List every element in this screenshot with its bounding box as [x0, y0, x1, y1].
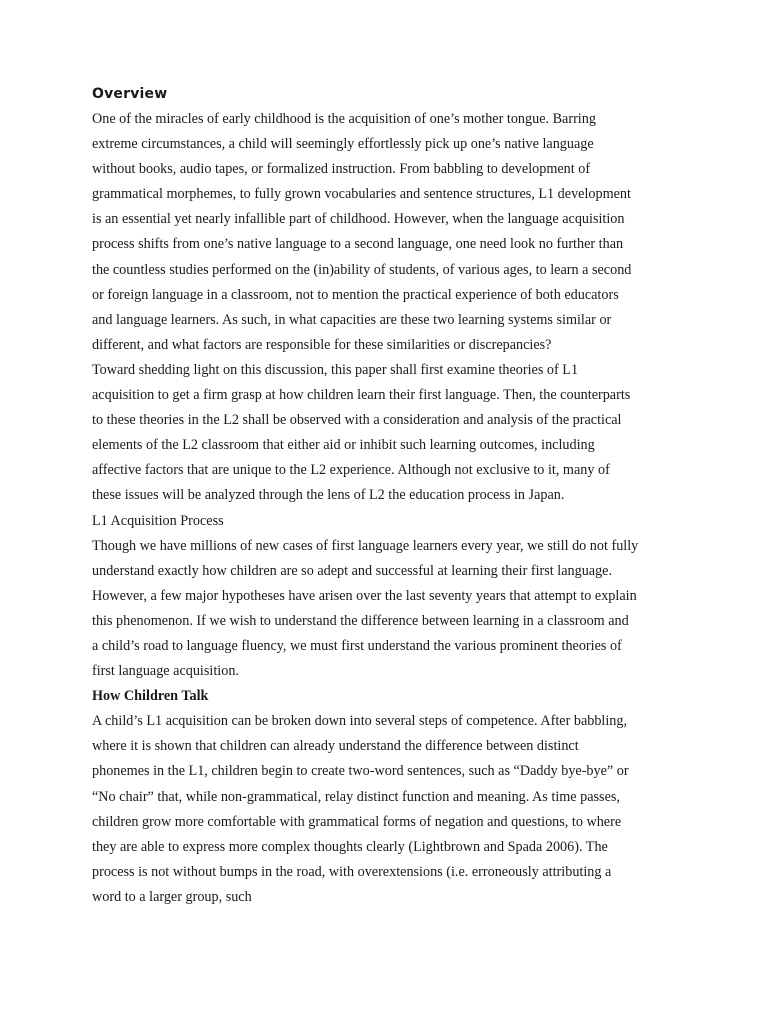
text-line: and language learners. As such, in what capacities are these two learning systems similar or	[92, 311, 612, 328]
text-line: A child’s L1 acquisition can be broken down into several steps of competence. After babbling,	[92, 713, 628, 730]
text-line: without books, audio tapes, or formalized instruction. From babbling to development of	[92, 161, 591, 178]
paragraph-children	[92, 709, 698, 910]
text-line: children grow more comfortable with grammatical forms of negation and questions, to where	[92, 813, 622, 830]
heading-l1-acquisition: L1 Acquisition Process	[92, 512, 224, 529]
text-line: Though we have millions of new cases of first language learners every year, we still do not fully	[92, 537, 639, 554]
text-line: Toward shedding light on this discussion, this paper shall first examine theories of L1	[92, 361, 579, 378]
text-line: a child’s road to language fluency, we must first understand the various prominent theories of	[92, 637, 622, 654]
text-line: acquisition to get a firm grasp at how children learn their first language. Then, the counterparts	[92, 387, 631, 404]
text-line: different, and what factors are responsible for these similarities or discrepancies?	[92, 336, 552, 353]
text-line: elements of the L2 classroom that either aid or inhibit such learning outcomes, including	[92, 437, 595, 454]
text-line: first language acquisition.	[92, 663, 239, 680]
text-line: is an essential yet nearly infallible part of childhood. However, when the language acquisition	[92, 211, 625, 228]
text-line: understand exactly how children are so adept and successful at learning their first language.	[92, 562, 613, 579]
text-line: process shifts from one’s native language to a second language, one need look no further than	[92, 236, 624, 253]
text-line: the countless studies performed on the (in)ability of students, of various ages, to learn a second	[92, 261, 632, 278]
paragraph-toward	[92, 358, 698, 509]
text-line: where it is shown that children can already understand the difference between distinct	[92, 738, 579, 755]
text-line: affective factors that are unique to the L2 experience. Although not exclusive to it, many of	[92, 462, 610, 479]
text-line: process is not without bumps in the road, with overextensions (i.e. erroneously attributing a	[92, 863, 612, 880]
text-line: to these theories in the L2 shall be observed with a consideration and analysis of the practical	[92, 412, 622, 429]
text-line: this phenomenon. If we wish to understand the difference between learning in a classroom and	[92, 612, 629, 629]
text-line: they are able to express more complex thoughts clearly (Lightbrown and Spada 2006). The	[92, 838, 608, 855]
text-line: However, a few major hypotheses have arisen over the last seventy years that attempt to explain	[92, 587, 637, 604]
text-line: these issues will be analyzed through the lens of L2 the education process in Japan.	[92, 487, 565, 504]
heading-how-children-talk: How Children Talk	[92, 688, 209, 705]
text-line: word to a larger group, such	[92, 888, 252, 905]
heading-overview: Overview	[92, 86, 168, 102]
text-line: One of the miracles of early childhood is the acquisition of one’s mother tongue. Barring	[92, 111, 596, 127]
paragraph-intro	[92, 107, 698, 358]
text-line: or foreign language in a classroom, not to mention the practical experience of both educators	[92, 286, 619, 303]
text-line: “No chair” that, while non-grammatical, relay distinct function and meaning. As time passes,	[92, 788, 620, 805]
text-line: extreme circumstances, a child will seemingly effortlessly pick up one’s native language	[92, 136, 594, 153]
text-line: grammatical morphemes, to fully grown vocabularies and sentence structures, L1 development	[92, 186, 631, 203]
paragraph-l1	[92, 534, 698, 685]
text-line: phonemes in the L1, children begin to create two-word sentences, such as “Daddy bye-bye” or	[92, 763, 629, 780]
